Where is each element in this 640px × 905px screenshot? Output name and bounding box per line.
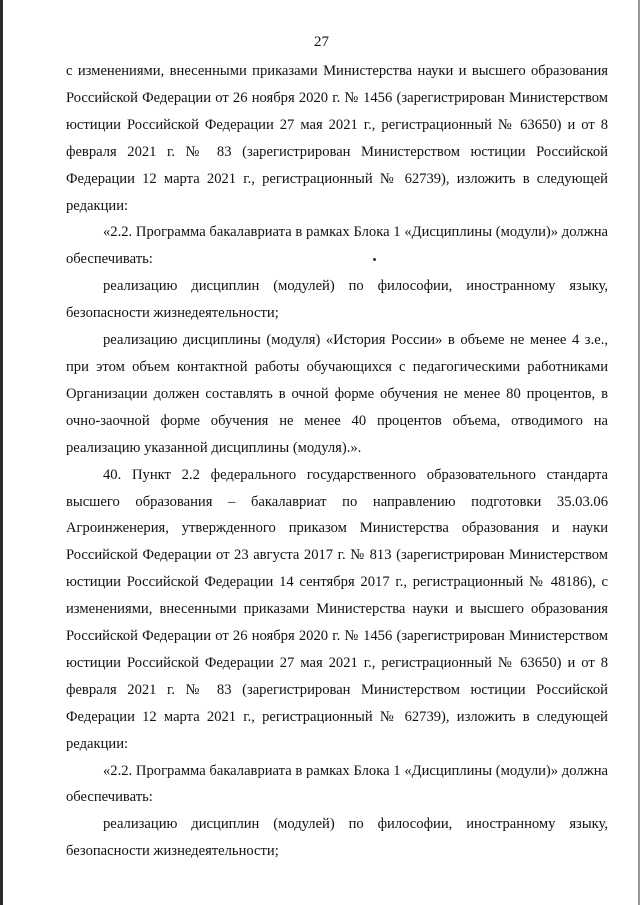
paragraph-quote-2-2-second: «2.2. Программа бакалавриата в рамках Блока 1 «Дисциплины (модули)» должна обеспечивать: bbox=[66, 762, 608, 806]
document-body bbox=[66, 58, 608, 865]
paragraph-item-40: 40. Пункт 2.2 федерального государственного образовательного стандарта высшего образования – бакалавриат по направлению подготовки 35.03.06 Агроинженерия, утвержденного приказом Министерства образования и науки Российской Федерации от 23 августа 2017 г. № 813 (зарегистрирован Министерством юстиции Российской Федерации 14 сентября 2017 г., регистрационный № 48186), с изменениями, внесенными приказами Министерства науки и высшего образования Российской Федерации от 26 ноября 2020 г. № 1456 (зарегистрирован Министерством юстиции Российской Федерации 27 мая 2021 г., регистрационный № 63650) и от 8 февраля 2021 г. № 83 (зарегистрирован Министерством юстиции Российской Федерации 12 марта 2021 г., регистрационный № 62739), изложить в следующей редакции: bbox=[66, 466, 608, 752]
paragraph-history: реализацию дисциплины (модуля) «История России» в объеме не менее 4 з.е., при этом объем контактной работы обучающихся с педагогическими работниками Организации должен составлять в очной форме обучения не менее 80 процентов, в очно-заочной форме обучения не менее 40 процентов объема, отводимого на реализацию указанной дисциплины (модуля).». bbox=[66, 332, 608, 456]
paragraph-disciplines-second: реализацию дисциплин (модулей) по философии, иностранному языку, безопасности жизнедеятельности; bbox=[66, 816, 608, 860]
paragraph-disciplines: реализацию дисциплин (модулей) по философии, иностранному языку, безопасности жизнедеятельности; bbox=[66, 278, 608, 322]
paragraph-quote-2-2: «2.2. Программа бакалавриата в рамках Блока 1 «Дисциплины (модули)» должна обеспечивать: bbox=[66, 224, 608, 268]
scan-speck bbox=[373, 258, 376, 261]
paragraph-continuation: с изменениями, внесенными приказами Министерства науки и высшего образования Российской Федерации от 26 ноября 2020 г. № 1456 (зарегистрирован Министерством юстиции Российской Федерации 27 мая 2021 г., регистрационный № 63650) и от 8 февраля 2021 г. № 83 (зарегистрирован Министерством юстиции Российской Федерации 12 марта 2021 г., регистрационный № 62739), изложить в следующей редакции: bbox=[66, 63, 608, 214]
page-number: 27 bbox=[314, 34, 329, 50]
